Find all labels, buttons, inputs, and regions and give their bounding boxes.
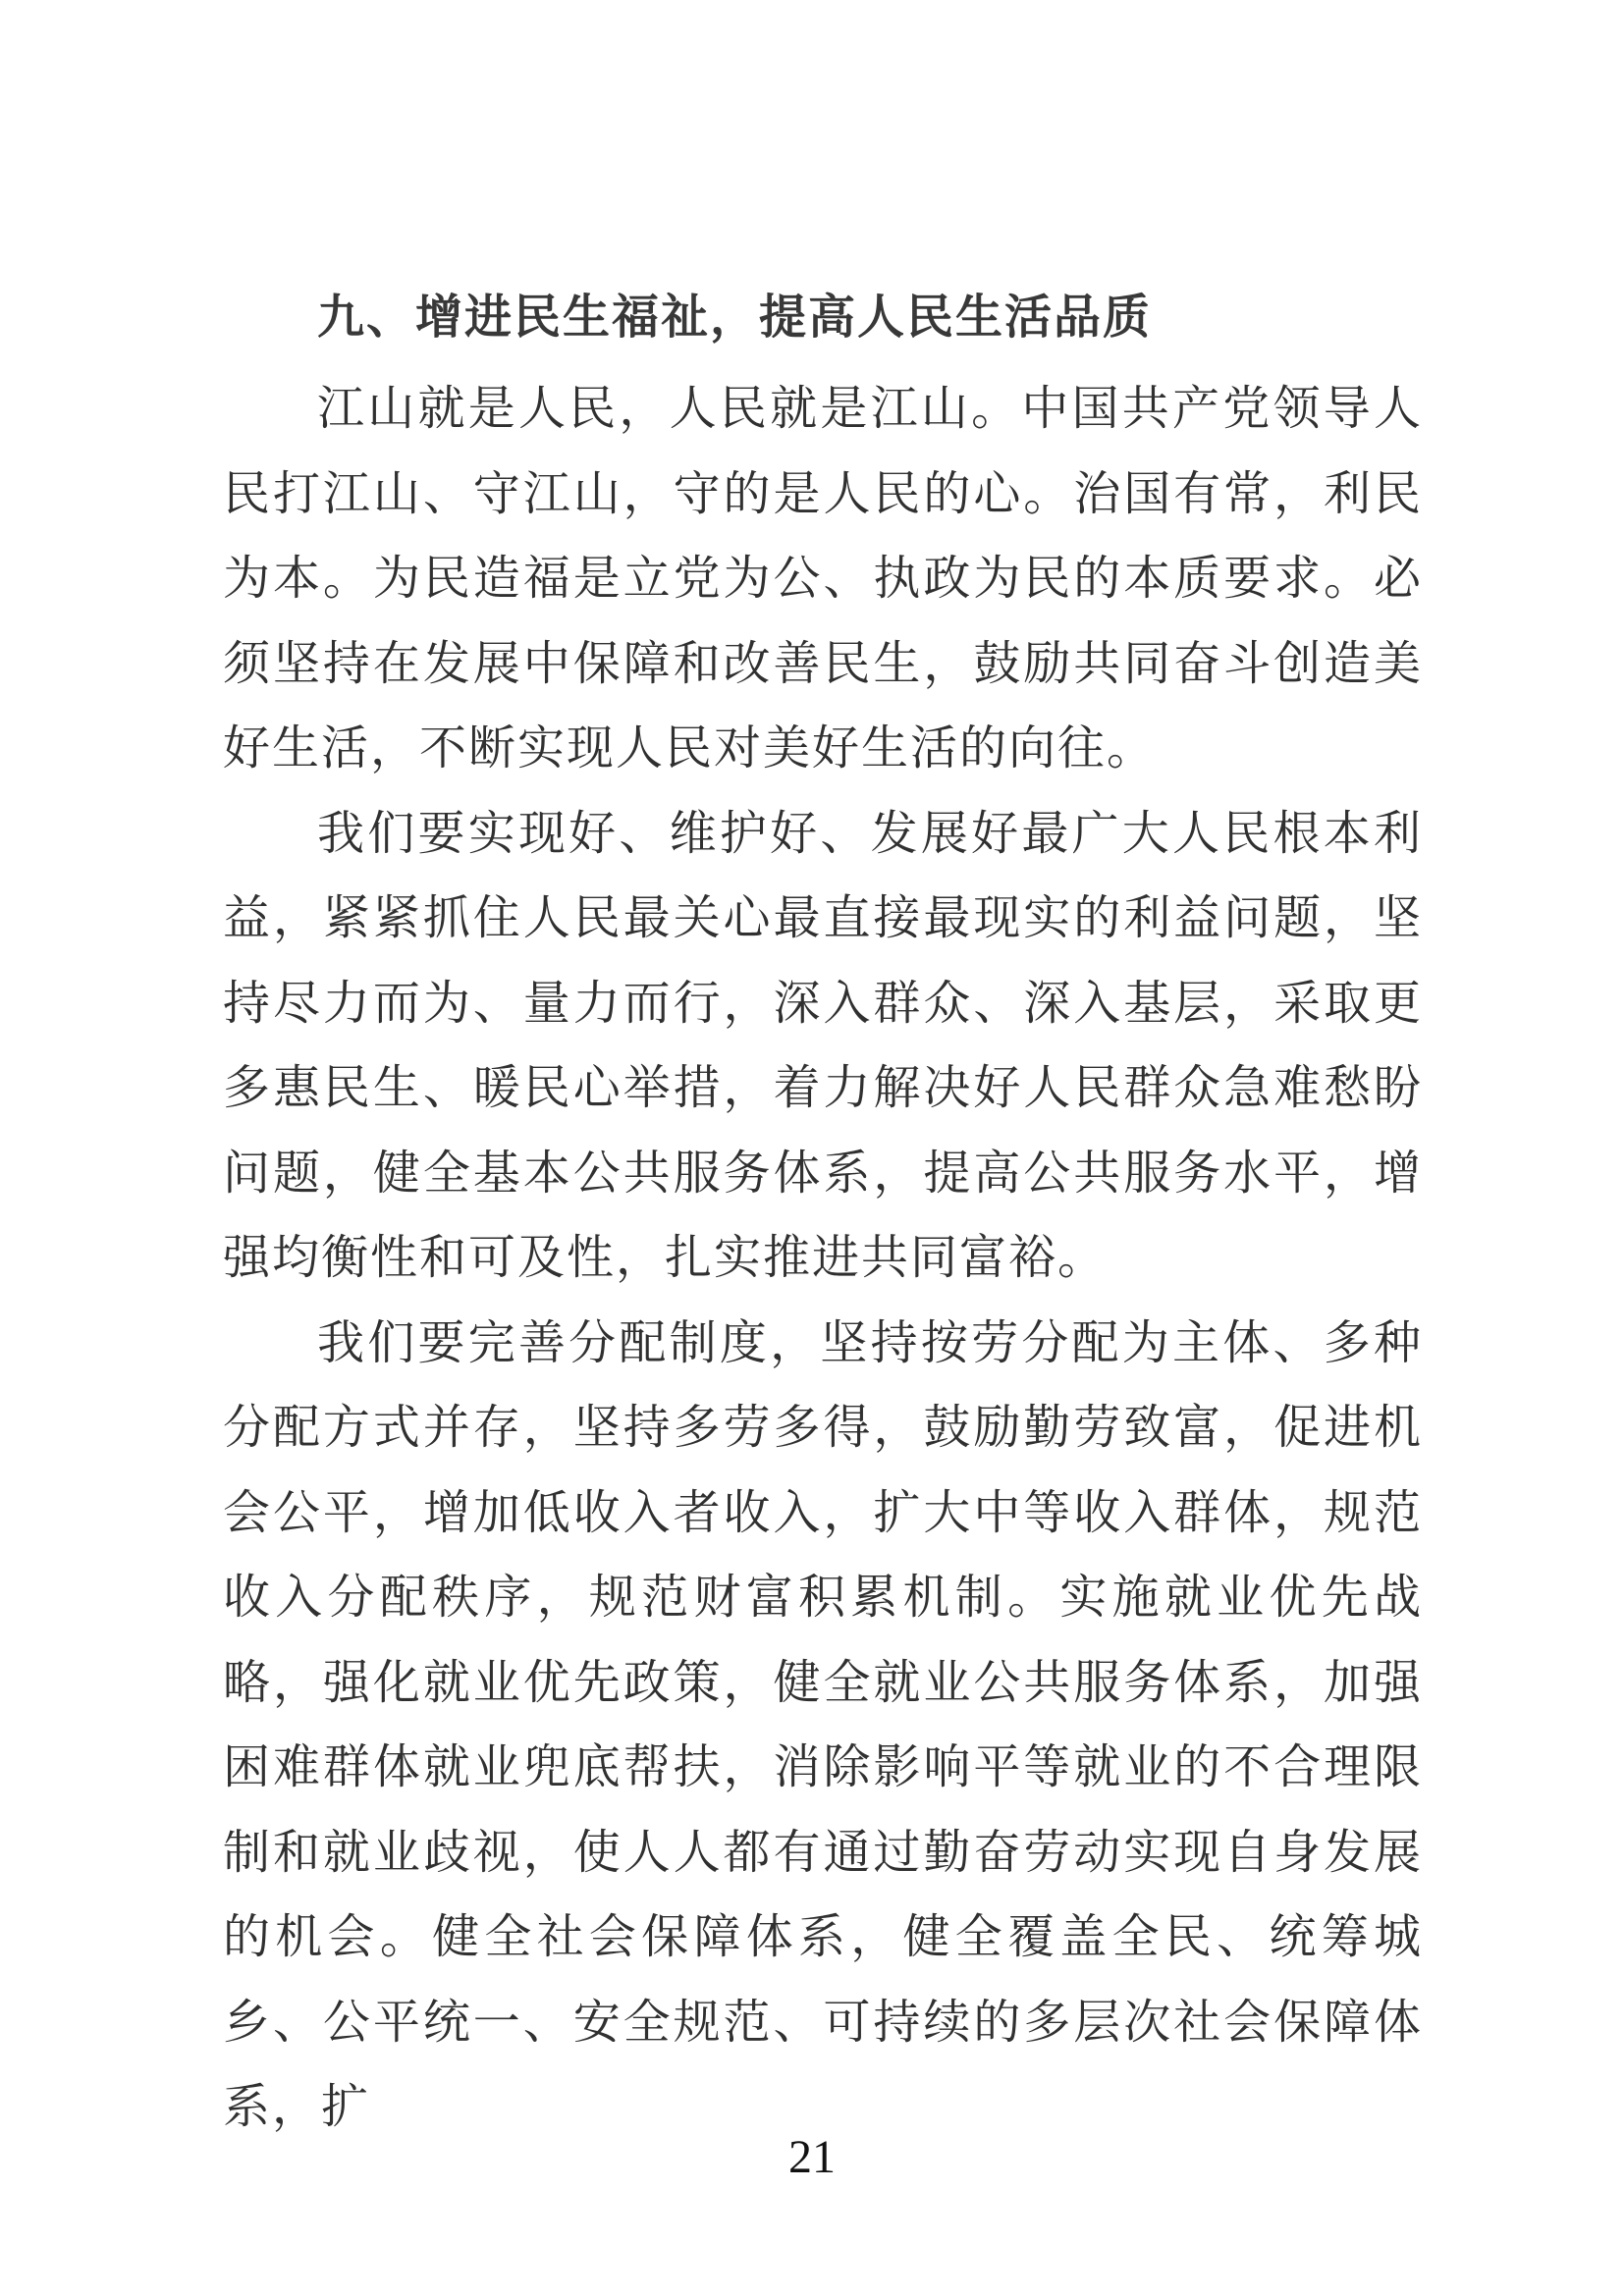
paragraph-1: 江山就是人民，人民就是江山。中国共产党领导人民打江山、守江山，守的是人民的心。治国有常，利民为本。为民造福是立党为公、执政为民的本质要求。必须坚持在发展中保障和改善民生，鼓励共同奋斗创造美好生活，不断实现人民对美好生活的向往。 [223,383,1423,774]
paragraph-3: 我们要完善分配制度，坚持按劳分配为主体、多种分配方式并存，坚持多劳多得，鼓励勤劳致富，促进机会公平，增加低收入者收入，扩大中等收入群体，规范收入分配秩序，规范财富积累机制。实施就业优先战略，强化就业优先政策，健全就业公共服务体系，加强困难群体就业兜底帮扶，消除影响平等就业的不合理限制和就业歧视，使人人都有通过勤奋劳动实现自身发展的机会。健全社会保障体系，健全覆盖全民、统筹城乡、公平统一、安全规范、可持续的多层次社会保障体系，扩 [223,1316,1423,2133]
section-heading: 九、增进民生福祉，提高人民生活品质 [317,292,1153,344]
paragraph-2: 我们要实现好、维护好、发展好最广大人民根本利益，紧紧抓住人民最关心最直接最现实的利益问题，坚持尽力而为、量力而行，深入群众、深入基层，采取更多惠民生、暖民心举措，着力解决好人民群众急难愁盼问题，健全基本公共服务体系，提高公共服务水平，增强均衡性和可及性，扎实推进共同富裕。 [223,807,1423,1284]
body-text [223,367,1423,2151]
page-number: 21 [788,2131,836,2183]
